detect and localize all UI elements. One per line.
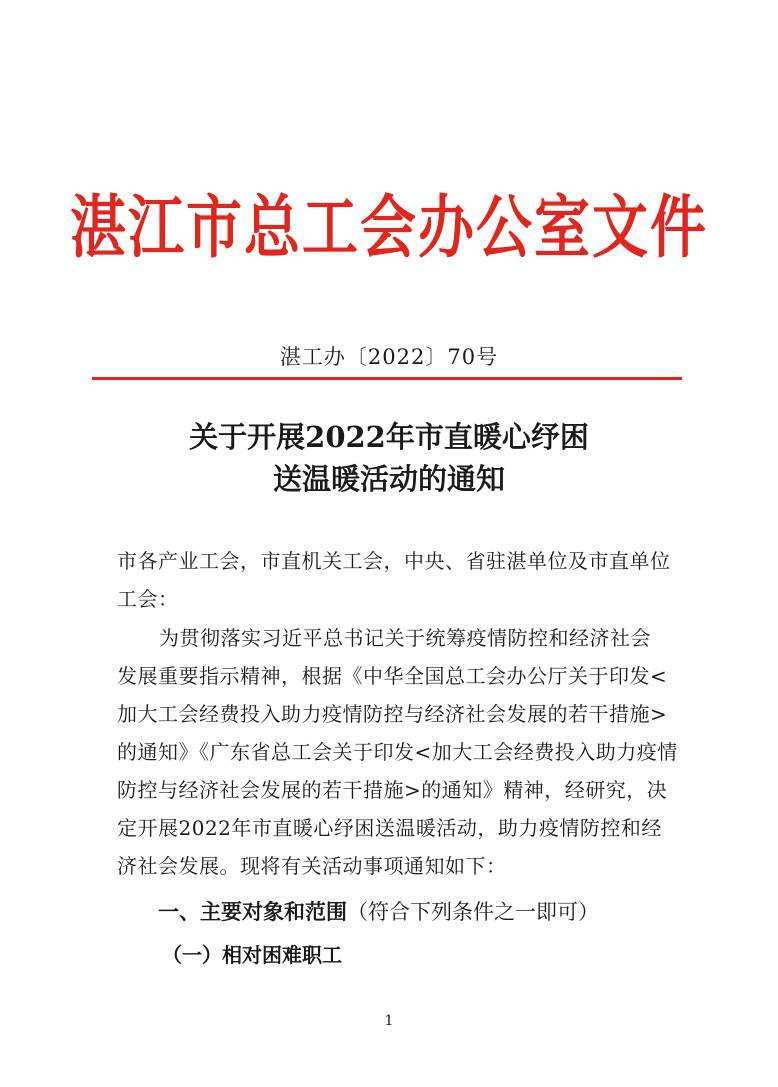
addressee-line-1: 市各产业工会，市直机关工会，中央、省驻湛单位及市直单位 xyxy=(117,549,671,573)
paragraph-line: 防控与经济社会发展的若干措施>的通知》精神，经研究，决 xyxy=(117,778,668,802)
title-line-1: 关于开展2022年市直暖心纾困 xyxy=(189,420,589,454)
title-line-2: 送温暖活动的通知 xyxy=(272,462,505,496)
addressee-block xyxy=(117,542,689,618)
paragraph-line: 济社会发展。现将有关活动事项通知如下： xyxy=(117,854,507,878)
document-masthead: 湛江市总工会办公室文件 xyxy=(70,188,708,269)
document-title xyxy=(0,416,778,500)
paragraph-line: 发展重要指示精神，根据《中华全国总工会办公厅关于印发< xyxy=(117,664,668,688)
document-number: 湛工办〔2022〕70号 xyxy=(279,345,499,369)
paragraph-line: 的通知》《广东省总工会关于印发<加大工会经费投入助力疫情 xyxy=(117,740,678,764)
paragraph-line: 定开展2022年市直暖心纾困送温暖活动，助力疫情防控和经 xyxy=(117,816,662,840)
paragraph-line: 加大工会经费投入助力疫情防控与经济社会发展的若干措施> xyxy=(117,702,668,726)
paragraph-line: 为贯彻落实习近平总书记关于统筹疫情防控和经济社会 xyxy=(159,626,651,650)
subsection-heading: （一）相对困难职工 xyxy=(162,943,342,967)
page-number: 1 xyxy=(384,1013,394,1029)
red-divider-line xyxy=(92,377,682,380)
addressee-line-2: 工会： xyxy=(117,587,179,611)
body-paragraph xyxy=(117,619,689,885)
section-heading-note: （符合下列条件之一即可） xyxy=(347,900,599,924)
section-heading-title: 一、主要对象和范围 xyxy=(158,900,347,924)
section-heading xyxy=(158,895,599,929)
